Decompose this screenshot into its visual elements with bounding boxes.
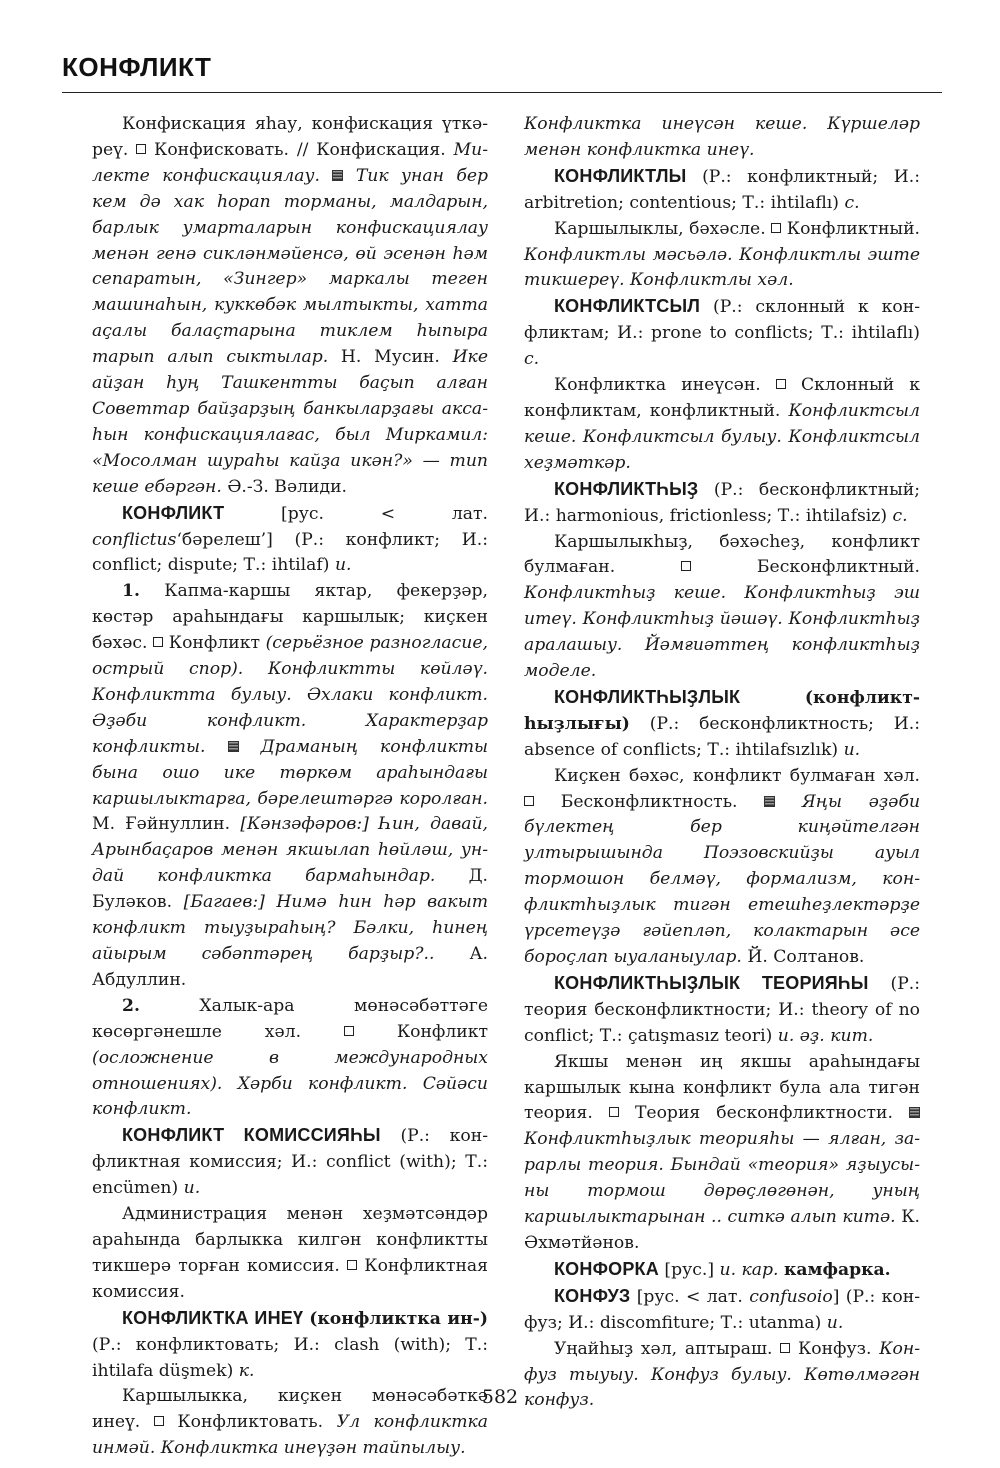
entry-konfuz: КОНФУЗ [рус. < лат. confusoio] (Р.: конфуз; И.: discomfiture; Т.: utanma) и. xyxy=(524,1285,921,1333)
examples-continued: Конфликтка инеүсән кеше. Күршеләр менән конфликтка инеү. xyxy=(524,114,920,160)
right-column xyxy=(524,112,920,1414)
entry-definition: Уңайһыҙ хәл, аптыраш. Конфуз. Конфуз тыуыу. Конфуз булыу. Көтөлмәгән конфуз. xyxy=(524,1338,920,1411)
empty-square-icon xyxy=(776,379,786,389)
headword: КОНФЛИКТЛЫ xyxy=(554,165,687,186)
page-number: 582 xyxy=(481,1386,519,1408)
sense-1: 1. Капма-каршы яктар, фекерҙәр, көстәр араһындағы каршылык; киҫкен бәхәс. Конфликт (серьёзное разногласие, острый спор). Конфликтты көйләү. Конфликтта булыу. Әхлаки конфликт. Әҙәби конфликт. Характерҙар конфликты. Драманың конфликты бына ошо ике төркөм араһындағы каршылыктарға, бәрелештәргә королған. М. Ғәйнуллин. [Кәнзәфәров:] Һин, давай, Арынбаҫаров менән якшылап һөйләш, ундай конфликтка бармаһындар. Д. Буләков. [Багаев:] Нимә һин һәр вакыт конфликт тыуҙыраһың? Бәлки, һинең айырым сәбәптәрең барҙыр?.. А. Абдуллин. xyxy=(92,581,488,990)
empty-square-icon xyxy=(347,1260,357,1270)
header-rule xyxy=(62,92,942,93)
entry-definition: Конфликтка инеүсән. Склонный к конфликтам, конфликтный. Конфликтсыл кеше. Конфликтсыл булыу. Конфликтсыл хеҙмәткәр. xyxy=(524,375,921,473)
headword: КОНФЛИКТҺЫҘ xyxy=(554,478,699,499)
headword: КОНФЛИКТҺЫҘЛЫК xyxy=(554,686,741,707)
entry-konflikt-komissiyahy: КОНФЛИКТ КОМИССИЯҺЫ (Р.: конфликтная комиссия; И.: conflict (with); Т.: encümen) и. xyxy=(92,1125,488,1199)
entry-konfliktly: КОНФЛИКТЛЫ (Р.: конфликтный; И.: arbitretion; contentious; Т.: ihtilaflı) с. xyxy=(524,165,921,213)
entry-definition: Каршылыклы, бәхәсле. Конфликтный. Конфликтлы мәсьәлә. Конфликтлы эште тикшереү. Конфликтлы хәл. xyxy=(524,218,921,291)
example-marker-icon xyxy=(332,170,343,181)
entry-konforka: КОНФОРКА [рус.] и. кар. камфарка. xyxy=(554,1258,891,1280)
empty-square-icon xyxy=(344,1026,354,1036)
headword: КОНФЛИКТҺЫҘЛЫК ТЕОРИЯҺЫ xyxy=(554,972,869,993)
left-column xyxy=(92,112,488,1462)
sense-2: 2. Халык-ара мөнәсәбәттәге көсөргәнешле хәл. Конфликт (осложнение в международных отношениях). Хәрби конфликт. Сәйәси конфликт. xyxy=(92,995,488,1120)
example-marker-icon xyxy=(764,796,775,807)
headword: КОНФЛИКТ xyxy=(122,502,225,523)
headword: КОНФЛИКТСЫЛ xyxy=(554,296,701,317)
entry-definition: Каршылыкһыҙ, бәхәсһеҙ, конфликт булмаған. Бесконфликтный. Конфликтһыҙ кеше. Конфликтһыҙ эш итеү. Конфликтһыҙ йәшәү. Конфликтһыҙ аралашыу. Йәмғиәттең конфликтһыҙ моделе. xyxy=(524,531,920,682)
empty-square-icon xyxy=(154,1416,164,1426)
entry-definition: Администрация менән хеҙмәтсәндәр араһында барлыкка килгән конфликтты тикшерә торған комиссия. Конфликтная комиссия. xyxy=(92,1204,488,1302)
headword: КОНФЛИКТКА ИНЕҮ xyxy=(122,1307,304,1328)
entry-konfiskatsiya-continued: Конфискация яһау, конфискация үткәреү. Конфисковать. // Конфискация. Милекте конфискациялау. Тик унан бер кем дә хак һорап торманы, малдарын, барлык умарталарын конфискациялау менән генә сикләнмәйенсә, өй эсенән һәм сепаратын, «Зингер» маркалы теген машинаһын, куккөбәк мылтыкты, хатта аҫалы балаҫтарына тиклем һыпыра тарып алып сыктылар. Н. Мусин. Ике айҙан һуң Ташкентты баҫып алған Советтар байҙарҙың банкыларҙағы аксаһын конфискациялағас, был Миркамил: «Мосолман шураһы кайҙа икән?» — тип кеше ебәргән. Ә.-З. Вәлиди. xyxy=(92,114,488,497)
entry-definition: Каршылыкка, киҫкен мөнәсәбәткә инеү. Конфликтовать. Ул конфликтка инмәй. Конфликтка инеүҙән тайпылыу. xyxy=(92,1386,489,1459)
empty-square-icon xyxy=(780,1343,790,1353)
entry-konflikt: КОНФЛИКТ [рус. < лат. conflictus‘бәрелеш’] (Р.: конфликт; И.: conflict; dispute; Т.: ihtilaf) и. xyxy=(92,502,488,576)
empty-square-icon xyxy=(609,1107,619,1117)
empty-square-icon xyxy=(681,561,691,571)
entry-konflikthyzlyk: КОНФЛИКТҺЫҘЛЫК (конфликтһыҙлығы) (Р.: бесконфликтность; И.: absence of conflicts; Т.: ihtilafsızlık) и. xyxy=(524,686,920,760)
page-title: КОНФЛИКТ xyxy=(62,52,212,82)
entry-konflikthyzlyk-teoriyahy: КОНФЛИКТҺЫҘЛЫК ТЕОРИЯҺЫ (Р.: теория бесконфликтности; И.: theory of no conflict; Т.: çatışmasız teori) и. әҙ. кит. xyxy=(524,972,921,1046)
headword: КОНФОРКА xyxy=(554,1258,659,1279)
example-marker-icon xyxy=(909,1107,920,1118)
entry-konfliktka-iney: КОНФЛИКТКА ИНЕҮ (конфликтка ин-) (Р.: конфликтовать; И.: clash (with); Т.: ihtilafa düşmek) к. xyxy=(92,1307,488,1381)
empty-square-icon xyxy=(153,637,163,647)
empty-square-icon xyxy=(771,223,781,233)
example-marker-icon xyxy=(228,741,239,752)
headword: КОНФУЗ xyxy=(554,1285,631,1306)
empty-square-icon xyxy=(136,144,146,154)
entry-konfliktsyl: КОНФЛИКТСЫЛ (Р.: склонный к конфликтам; И.: prone to conflicts; Т.: ihtilaflı) с. xyxy=(524,296,920,370)
entry-definition: Якшы менән иң якшы араһындағы каршылык кына конфликт була ала тигән теория. Теория бесконфликтности. Конфликтһыҙлык теорияһы — ялған, зарарлы теория. Бындай «теория» яҙыусыны тормош дөрөҫлөгөнән, уның каршылыктарынан .. ситкә алып китә. К. Әхмәтйәнов. xyxy=(524,1051,921,1253)
headword: КОНФЛИКТ КОМИССИЯҺЫ xyxy=(122,1125,381,1146)
entry-konflikthyz: КОНФЛИКТҺЫҘ (Р.: бесконфликтный; И.: harmonious, frictionless; Т.: ihtilafsiz) с. xyxy=(524,478,920,526)
entry-definition: Киҫкен бәхәс, конфликт булмаған хәл. Бесконфликтность. Яңы әҙәби бүлектең бер киңәйтелгән ултырышында Поэзовскийҙы ауыл тормошон белмәү, формализм, конфликтһыҙлык тигән етешһеҙлектәрҙе үрсетеүҙә ғәйепләп, колактарын әсе бороҫлап ыуаланыулар. Й. Солтанов. xyxy=(524,765,921,967)
empty-square-icon xyxy=(524,796,534,806)
